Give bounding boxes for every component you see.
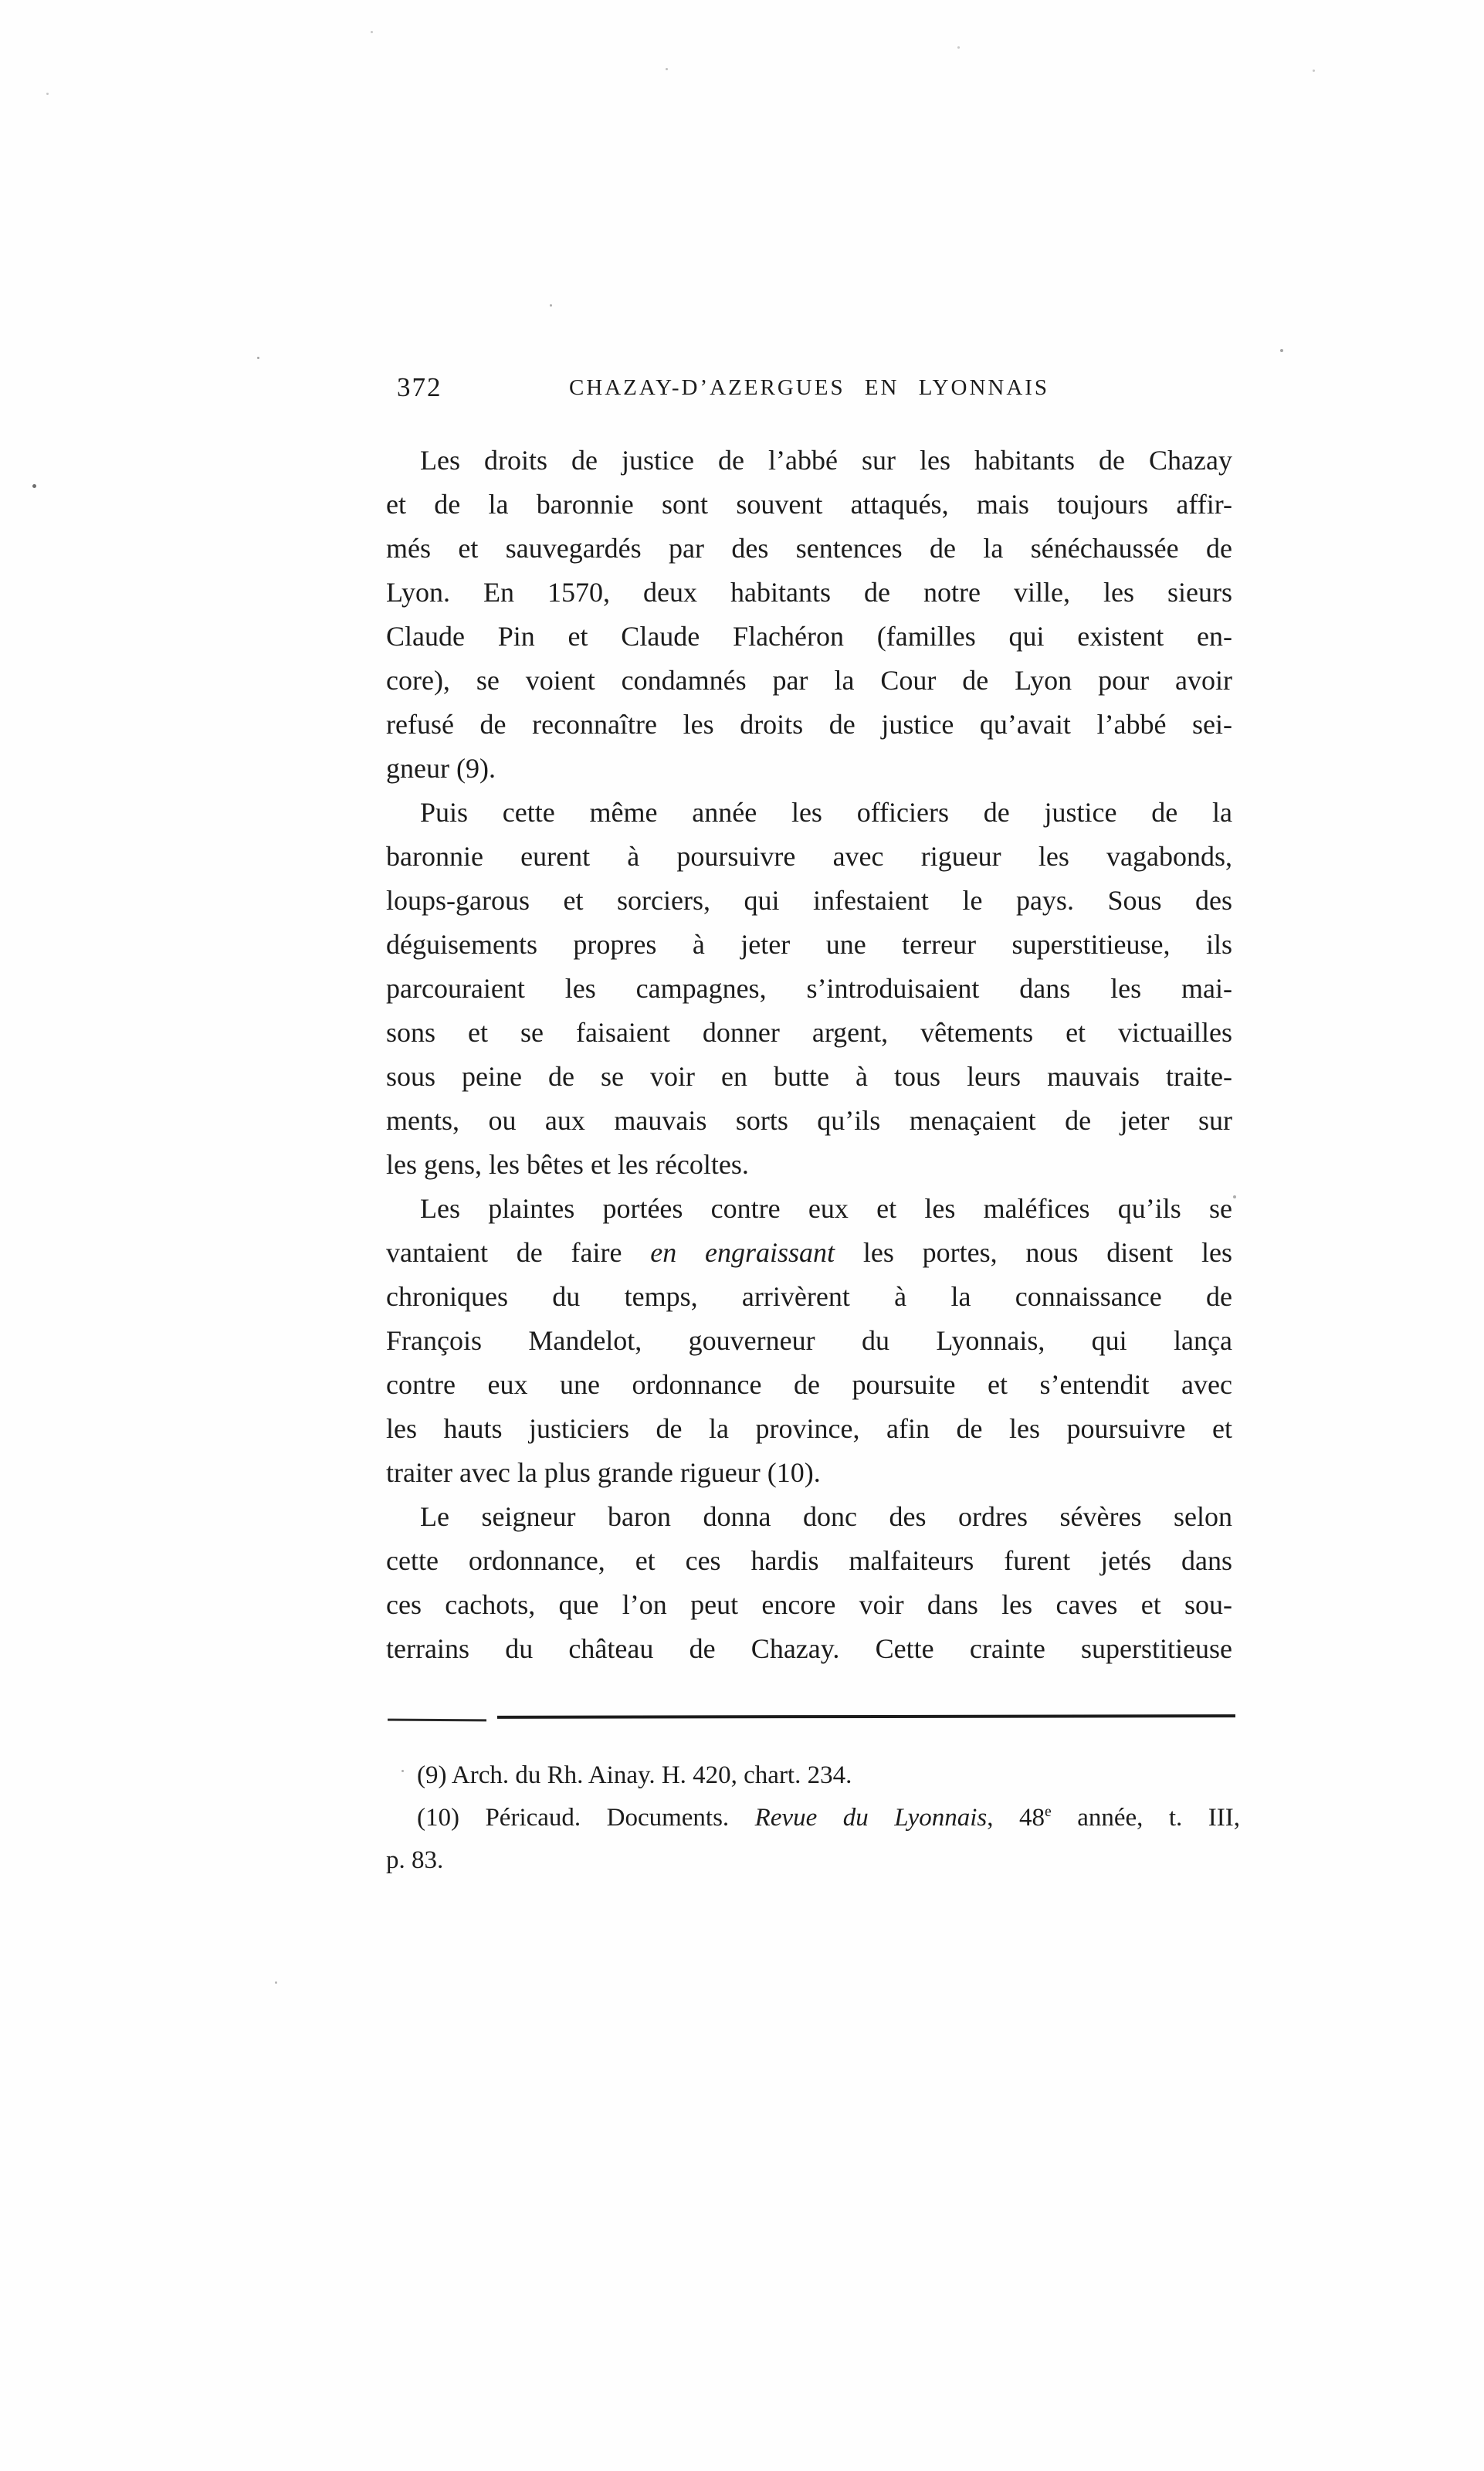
text-line: vantaient de faire en engraissant les portes, nous disent les <box>386 1237 1232 1268</box>
superscript: e <box>1044 1803 1052 1820</box>
footnote-separator <box>388 1719 486 1722</box>
text-line: baronnie eurent à poursuivre avec rigueur les vagabonds, <box>386 841 1232 872</box>
scan-speck <box>550 304 552 307</box>
text-line: terrains du château de Chazay. Cette crainte superstitieuse <box>386 1633 1232 1664</box>
text-line: ments, ou aux mauvais sorts qu’ils menaçaient de jeter sur <box>386 1105 1232 1136</box>
text-line: més et sauvegardés par des sentences de la sénéchaussée de <box>386 533 1232 564</box>
text-line: Claude Pin et Claude Flachéron (familles qui existent en- <box>386 621 1232 652</box>
scan-speck <box>1280 349 1283 352</box>
text-line: traiter avec la plus grande rigueur (10). <box>386 1457 821 1488</box>
footnotes <box>386 1754 1240 1882</box>
paragraph <box>386 791 1232 1187</box>
text-line: les hauts justiciers de la province, afin de les poursuivre et <box>386 1413 1232 1444</box>
text-line: Les droits de justice de l’abbé sur les habitants de Chazay <box>420 445 1232 476</box>
footnote-separator <box>497 1714 1235 1719</box>
footnote-line: (9) Arch. du Rh. Ainay. H. 420, chart. 234. <box>417 1761 852 1789</box>
page-number: 372 <box>397 372 442 402</box>
text-line: Puis cette même année les officiers de justice de la <box>420 797 1232 828</box>
paragraph <box>386 1187 1232 1495</box>
scan-speck <box>371 31 373 33</box>
paragraph <box>386 1495 1232 1671</box>
text-line: core), se voient condamnés par la Cour de Lyon pour avoir <box>386 665 1232 696</box>
text-line: gneur (9). <box>386 753 496 784</box>
scan-speck <box>32 484 36 488</box>
text-block <box>386 439 1232 1671</box>
page-header <box>386 371 1232 405</box>
italic-phrase: Revue du Lyonnais <box>754 1804 988 1832</box>
text-line: sous peine de se voir en butte à tous leurs mauvais traite- <box>386 1061 1232 1092</box>
footnote-line: p. 83. <box>386 1846 444 1874</box>
running-title: CHAZAY-D’AZERGUES EN LYONNAIS <box>568 375 1050 400</box>
scan-speck <box>1233 1195 1236 1198</box>
footnote-line: (10) Péricaud. Documents. Revue du Lyonnais, 48e année, t. III, <box>417 1803 1240 1832</box>
scan-speck <box>1313 69 1315 72</box>
text-line: les gens, les bêtes et les récoltes. <box>386 1149 749 1180</box>
text-line: Le seigneur baron donna donc des ordres sévères selon <box>420 1501 1232 1532</box>
scan-speck <box>666 68 668 70</box>
text-line: ces cachots, que l’on peut encore voir dans les caves et sou- <box>386 1589 1232 1620</box>
text-line: sons et se faisaient donner argent, vêtements et victuailles <box>386 1017 1232 1048</box>
text-line: parcouraient les campagnes, s’introduisaient dans les mai- <box>386 973 1232 1004</box>
text-line: loups-garous et sorciers, qui infestaient le pays. Sous des <box>386 885 1232 916</box>
text-line: cette ordonnance, et ces hardis malfaiteurs furent jetés dans <box>386 1545 1232 1576</box>
scan-speck <box>401 1770 404 1772</box>
text-line: Les plaintes portées contre eux et les maléfices qu’ils se <box>420 1193 1232 1224</box>
scan-speck <box>46 93 49 95</box>
text-line: déguisements propres à jeter une terreur superstitieuse, ils <box>386 929 1232 960</box>
scan-speck <box>275 1981 277 1984</box>
text-line: contre eux une ordonnance de poursuite et s’entendit avec <box>386 1369 1232 1400</box>
text-line: refusé de reconnaître les droits de justice qu’avait l’abbé sei- <box>386 709 1232 740</box>
text-line: François Mandelot, gouverneur du Lyonnais, qui lança <box>386 1325 1232 1356</box>
text-line: chroniques du temps, arrivèrent à la connaissance de <box>386 1281 1232 1312</box>
scan-speck <box>257 357 259 359</box>
text-line: Lyon. En 1570, deux habitants de notre ville, les sieurs <box>386 577 1232 608</box>
paragraph <box>386 439 1232 791</box>
italic-phrase: en engraissant <box>650 1237 835 1268</box>
text-line: et de la baronnie sont souvent attaqués, mais toujours affir- <box>386 489 1232 520</box>
scan-speck <box>957 46 960 49</box>
